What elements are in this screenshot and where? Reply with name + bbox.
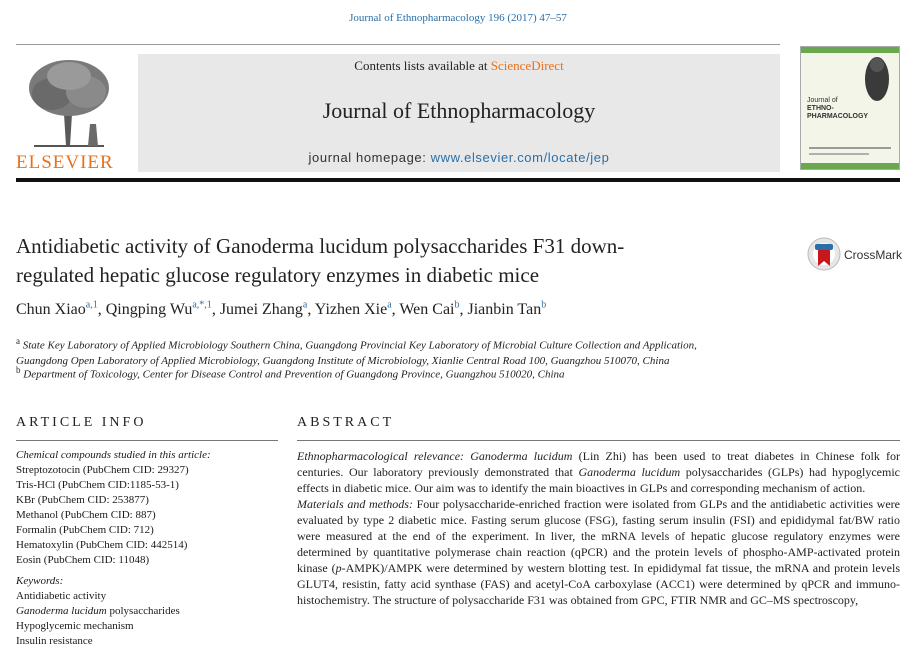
compound-item[interactable]: KBr (PubChem CID: 253877) [16, 494, 149, 506]
author[interactable] [16, 301, 106, 318]
affiliation-mark: a [16, 336, 20, 346]
compound-item[interactable]: Eosin (PubChem CID: 11048) [16, 554, 150, 566]
author-affil-sup[interactable]: a,*,1 [192, 300, 212, 311]
keyword-item[interactable]: Ganoderma lucidum polysaccharides [16, 605, 180, 617]
author-name: Jumei Zhang [219, 301, 303, 319]
author-affil-sup[interactable]: a [387, 300, 392, 311]
article-title-line-1: Antidiabetic activity of Ganoderma lucidum polysaccharides F31 down- [16, 234, 625, 258]
abstract-italic: p [335, 561, 342, 575]
author-name: Yizhen Xie [314, 301, 388, 319]
article-info-divider [16, 440, 278, 441]
keyword-item[interactable]: Antidiabetic activity [16, 590, 107, 602]
author-name: Qingping Wu [105, 301, 193, 319]
cover-text-3: PHARMACOLOGY [807, 113, 869, 120]
journal-homepage [138, 150, 780, 165]
affiliation-line: Department of Toxicology, Center for Disease Control and Prevention of Guangdong Province, Guangzhou 510020, China [23, 368, 565, 381]
sciencedirect-link[interactable]: ScienceDirect [490, 58, 564, 73]
author-name: Wen Cai [399, 301, 455, 319]
cover-title-text [807, 97, 868, 121]
crossmark-label: CrossMark [844, 248, 903, 262]
author-separator: , [391, 301, 400, 319]
abstract-paragraph-relevance [297, 448, 900, 496]
author-separator: , [459, 301, 468, 319]
abstract-heading: ABSTRACT [297, 415, 395, 430]
affiliation-b [16, 363, 896, 383]
species-name: Ganoderma lucidum [470, 449, 573, 463]
author-affil-sup[interactable]: b [541, 300, 547, 311]
abstract-divider [297, 440, 900, 441]
author-separator: , [97, 301, 106, 319]
compound-item[interactable]: Formalin (PubChem CID: 712) [16, 524, 154, 536]
contents-prefix: Contents lists available at [354, 58, 491, 73]
affiliation-line: State Key Laboratory of Applied Microbiology Southern China, Guangdong Provincial Key Laboratory of Microbial Culture Collection and Application, [22, 339, 697, 352]
cover-text-2: ETHNO- [807, 105, 834, 112]
contents-line [138, 58, 780, 74]
journal-citation[interactable]: Journal of Ethnopharmacology 196 (2017) 47–57 [349, 12, 567, 24]
article-title-line-2: regulated hepatic glucose regulatory enzymes in diabetic mice [16, 263, 540, 287]
author-name: Chun Xiao [16, 301, 86, 319]
author-separator: , [307, 301, 315, 319]
abstract-text: polysaccharides (GLPs) had hypoglycemic effects in diabetic mice. Our aim was to identify the main bioactives in GLPs and corresponding mechanism of action. [297, 465, 900, 495]
species-name: Ganoderma lucidum [578, 465, 681, 479]
journal-title[interactable]: Journal of Ethnopharmacology [322, 98, 596, 123]
keyword-item[interactable]: Hypoglycemic mechanism [16, 620, 134, 632]
article-info-block [16, 448, 276, 649]
header-thick-divider [16, 178, 900, 182]
author-affil-sup[interactable]: b [454, 300, 460, 311]
elsevier-logo[interactable] [14, 54, 124, 172]
cover-text-1: Journal of [807, 97, 838, 104]
author-list [16, 300, 896, 319]
author[interactable] [106, 301, 220, 318]
keyword-italic-part: Ganoderma lucidum [16, 605, 107, 617]
crossmark-icon [806, 236, 842, 276]
author[interactable] [220, 301, 315, 318]
abstract-text: -AMPK)/AMPK were determined by western blotting test. In epididymal fat tissue, the mRNA and protein levels GLUT4, resistin, fatty acid synthase (FAS) and acetyl-CoA carboxylase (ACC1) were determined by qPCR and immuno-histochemistry. The structure of polysaccharide F31 was obtained from GPC, FTIR NMR and GC–MS spectroscopy, [297, 561, 900, 607]
author[interactable] [468, 301, 547, 318]
affiliation-line: Guangdong Open Laboratory of Applied Microbiology, Guangdong Institute of Microbiology, Xianlie Central Road 100, Guangzhou 510070, China [16, 354, 670, 367]
homepage-prefix: journal homepage: [308, 150, 431, 165]
article-title [16, 232, 776, 290]
crossmark-button[interactable] [806, 236, 906, 276]
author-affil-sup[interactable]: a,1 [85, 300, 98, 311]
author-separator: , [211, 301, 220, 319]
keywords-label: Keywords: [16, 575, 64, 587]
keyword-item[interactable]: Insulin resistance [16, 635, 93, 647]
abstract-subhead: Materials and methods: [297, 497, 413, 511]
author-name: Jianbin Tan [467, 301, 542, 319]
abstract-body [297, 448, 900, 608]
abstract-text: (Lin Zhi) has been used to treat diabetes in Chinese folk for centuries. Our laboratory previously demonstrated that [297, 449, 901, 479]
compound-item[interactable]: Hematoxylin (PubChem CID: 442514) [16, 539, 188, 551]
compound-item[interactable]: Tris-HCl (PubChem CID:1185-53-1) [16, 479, 179, 491]
article-info-heading: ARTICLE INFO [16, 415, 147, 430]
elsevier-wordmark: ELSEVIER [16, 152, 114, 173]
compound-item[interactable]: Streptozotocin (PubChem CID: 29327) [16, 464, 189, 476]
compounds-label: Chemical compounds studied in this article: [16, 449, 211, 461]
compound-item[interactable]: Methanol (PubChem CID: 887) [16, 509, 156, 521]
journal-cover-thumbnail[interactable] [800, 46, 900, 170]
author[interactable] [399, 301, 467, 318]
journal-banner [138, 54, 780, 172]
abstract-paragraph-methods [297, 496, 900, 608]
affiliation-mark: b [16, 365, 21, 375]
homepage-link[interactable]: www.elsevier.com/locate/jep [430, 150, 610, 165]
author[interactable] [315, 301, 400, 318]
header-divider [16, 44, 780, 45]
abstract-subhead: Ethnopharmacological relevance: [297, 449, 465, 463]
tree-logo-icon [14, 54, 124, 150]
author-affil-sup[interactable]: a [302, 300, 308, 311]
abstract-text: Four polysaccharide-enriched fraction were isolated from GLPs and the antidiabetic activities were evaluated by type 2 diabetic mice. Fasting serum glucose (FSG), fasting serum insulin (FSI) and epididymal fat/BW ratio were measured at the end of the experiment. In liver, the mRNA levels of hepatic glucose regulatory enzymes were determined by quantitative polymerase chain reaction (qPCR) and the protein levels of phospho-AMP-activated protein kinase ( [297, 497, 900, 575]
